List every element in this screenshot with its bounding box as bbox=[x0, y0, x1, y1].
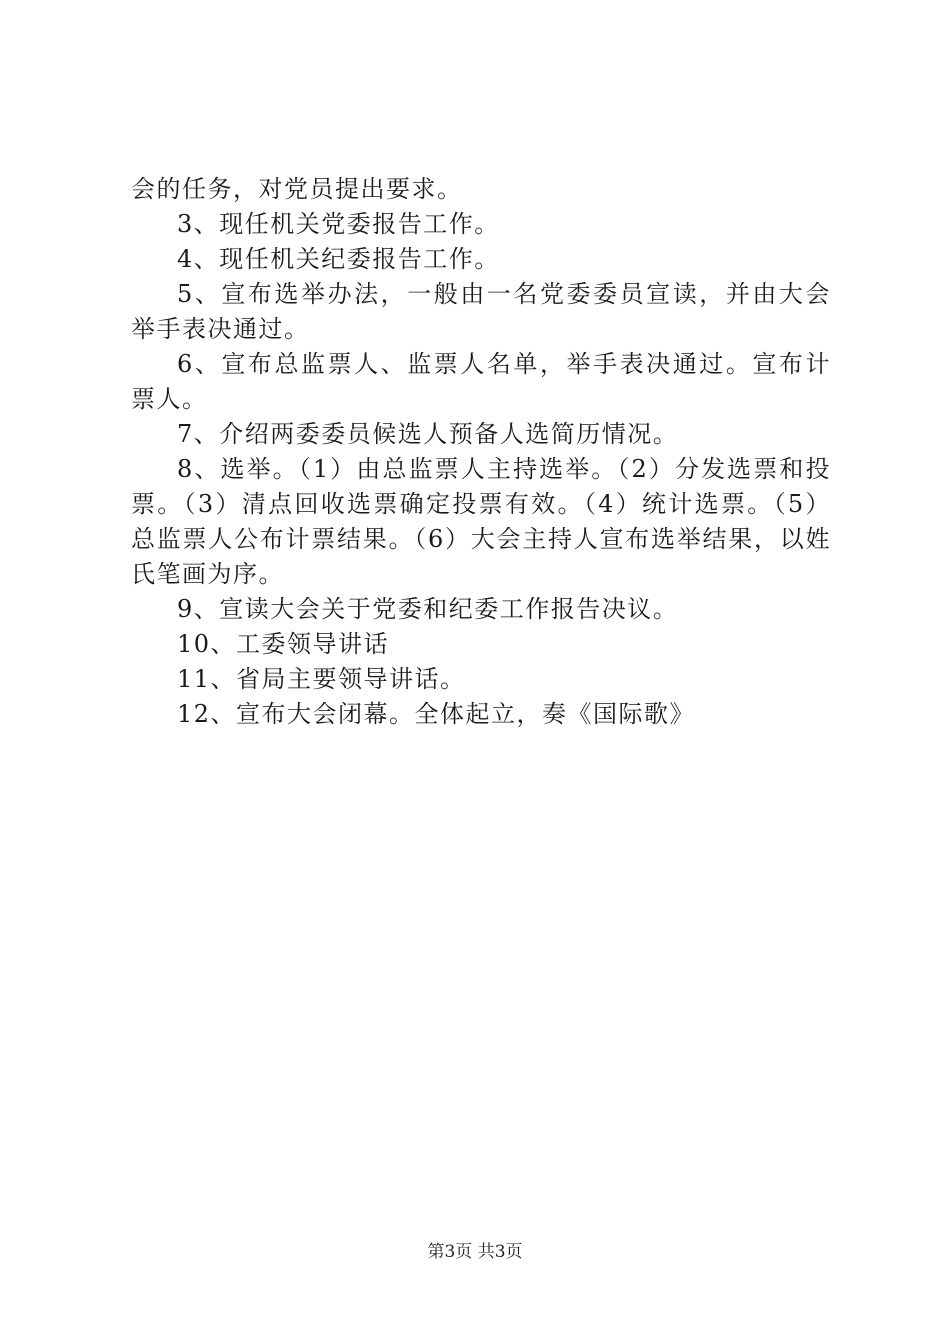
paragraph-continuation: 会的任务，对党员提出要求。 bbox=[131, 175, 463, 203]
paragraph-item-11: 11、省局主要领导讲话。 bbox=[177, 665, 466, 693]
paragraph-item-3: 3、现任机关党委报告工作。 bbox=[177, 210, 500, 238]
page-footer bbox=[0, 1240, 950, 1264]
paragraph-item-9: 9、宣读大会关于党委和纪委工作报告决议。 bbox=[177, 595, 679, 623]
paragraph-item-6: 6、宣布总监票人、监票人名单，举手表决通过。宣布计票人。 bbox=[131, 350, 831, 413]
paragraph-item-4: 4、现任机关纪委报告工作。 bbox=[177, 245, 500, 273]
page-number-label: 第3页 共3页 bbox=[427, 1242, 523, 1262]
paragraph-item-12: 12、宣布大会闭幕。全体起立，奏《国际歌》 bbox=[177, 700, 696, 728]
paragraph-item-7: 7、介绍两委委员候选人预备人选简历情况。 bbox=[177, 420, 679, 448]
paragraph-item-8: 8、选举。（1）由总监票人主持选举。（2）分发选票和投票。（3）清点回收选票确定投票有效。（4）统计选票。（5）总监票人公布计票结果。（6）大会主持人宣布选举结果，以姓氏笔画为序。 bbox=[131, 455, 831, 588]
paragraph-item-10: 10、工委领导讲话 bbox=[177, 630, 390, 658]
document-body bbox=[131, 172, 831, 732]
paragraph-item-5: 5、宣布选举办法，一般由一名党委委员宣读，并由大会举手表决通过。 bbox=[131, 280, 831, 343]
